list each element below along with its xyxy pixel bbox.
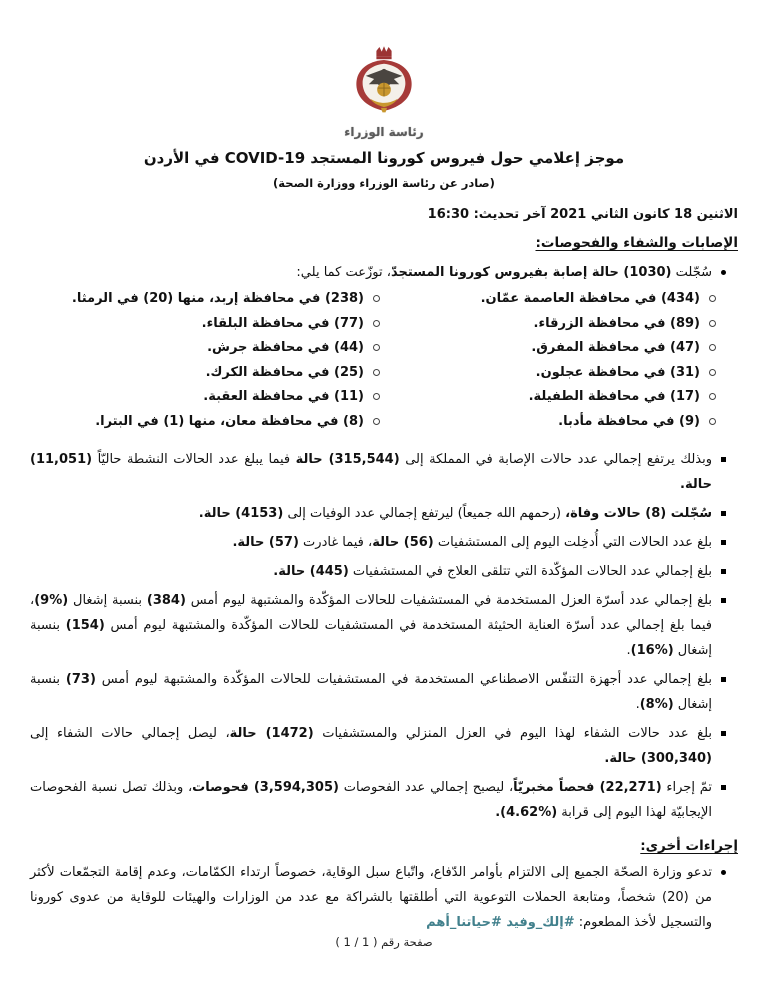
- disc-bullet-icon: [721, 270, 726, 275]
- governorates-list: [30, 287, 738, 434]
- stat-deaths: سُجّلت (8) حالات وفاة، (رحمهم الله جميعاً) ليرتفع إجمالي عدد الوفيات إلى (4153) حالة.: [30, 501, 726, 526]
- list-item: [30, 336, 384, 361]
- circle-bullet-icon: [709, 369, 716, 376]
- stat-tests: تمّ إجراء (22,271) فحصاً مخبريّاً، ليصبح إجمالي عدد الفحوصات (3,594,305) فحوصات، وبذلك تصل نسبة الفحوصات الإيجابيّة لهذا اليوم إلى قرابة (%4.62).: [30, 775, 726, 825]
- circle-bullet-icon: [373, 418, 380, 425]
- stat-isolation-icu-beds: بلغ إجمالي عدد أسرّة العزل المستخدمة في المستشفيات للحالات المؤكّدة والمشتبهة ليوم أمس (384) بنسبة إشغال (%9)، فيما بلغ إجمالي عدد أسرّة العناية الحثيثة المستخدمة في المستشفيات للحالات المؤكّدة والمشتبهة ليوم أمس (154) بنسبة إشغال (%16).: [30, 588, 726, 663]
- other-measures-text: تدعو وزارة الصحّة الجميع إلى الالتزام بأوامر الدّفاع، واتّباع سبل الوقاية، خصوصاً ارتداء الكمّامات، وعدم إقامة التجمّعات لأكثر من (20) شخصاً، ومتابعة الحملات التوعوية التي أطلقتها بالشراكة مع عدد من الوزارات والهيئات للوقاية من عدوى كورونا والتسجيل لأخذ المطعوم: #إلك_وفيد #حياتنا_أهم: [30, 865, 712, 930]
- governorate-madaba: (9) في محافظة مأدبا.: [558, 413, 700, 429]
- square-bullet-icon: [721, 598, 726, 603]
- list-item: [30, 410, 384, 435]
- square-bullet-icon: [721, 457, 726, 462]
- governorate-tafilah: (17) في محافظة الطفيلة.: [528, 389, 700, 404]
- square-bullet-icon: [721, 785, 726, 790]
- list-item: [384, 385, 738, 410]
- statistics-list: [30, 447, 738, 825]
- governorate-mafraq: (47) في محافظة المفرق.: [531, 340, 700, 355]
- governorate-balqa: (77) في محافظة البلقاء.: [201, 315, 364, 331]
- governorate-amman: (434) في محافظة العاصمة عمّان.: [480, 291, 700, 306]
- intro-bullet: [30, 260, 738, 285]
- stat-total-cases: وبذلك يرتفع إجمالي عدد حالات الإصابة في المملكة إلى (315,544) حالة فيما يبلغ عدد الحالات النشطة حاليّاً (11,051) حالة.: [30, 447, 726, 497]
- governorate-zarqa: (89) في محافظة الزرقاء.: [533, 315, 700, 331]
- circle-bullet-icon: [709, 344, 716, 351]
- page-title: موجز إعلامي حول فيروس كورونا المستجد COVID-19 في الأردن: [143, 149, 625, 167]
- square-bullet-icon: [721, 677, 726, 682]
- square-bullet-icon: [721, 540, 726, 545]
- stat-hospitalized-confirmed: بلغ إجمالي عدد الحالات المؤكّدة التي تتلقى العلاج في المستشفيات (445) حالة.: [30, 559, 726, 584]
- governorate-aqaba: (11) في محافظة العقبة.: [203, 389, 364, 404]
- governorate-karak: (25) في محافظة الكرك.: [205, 364, 364, 380]
- governorate-maan: (8) في محافظة معان، منها (1) في البترا.: [95, 413, 364, 429]
- date-line: الاثنين 18 كانون الثاني 2021 آخر تحديث: 16:30: [427, 207, 738, 222]
- list-item: [30, 385, 384, 410]
- circle-bullet-icon: [373, 320, 380, 327]
- governorates-column-left: [30, 287, 384, 434]
- stat-hospital-admissions: بلغ عدد الحالات التي أُدخِلت اليوم إلى المستشفيات (56) حالة، فيما غادرت (57) حالة.: [30, 530, 726, 555]
- logo-block: [30, 44, 738, 139]
- page-number: صفحة رقم ( 1 / 1 ): [335, 935, 433, 949]
- square-bullet-icon: [721, 731, 726, 736]
- governorate-jerash: (44) في محافظة جرش.: [207, 340, 364, 355]
- jordan-coat-of-arms-icon: [338, 44, 430, 120]
- list-item: [30, 287, 384, 312]
- intro-text: سُجّلت (1030) حالة إصابة بفيروس كورونا المستجدّ، توزّعت كما يلي:: [296, 265, 712, 280]
- list-item: [384, 312, 738, 337]
- logo-caption: رئاسة الوزراء: [344, 125, 424, 139]
- list-item: [30, 361, 384, 386]
- circle-bullet-icon: [373, 369, 380, 376]
- other-measures-bullet: [30, 860, 738, 935]
- circle-bullet-icon: [709, 418, 716, 425]
- circle-bullet-icon: [373, 344, 380, 351]
- section-heading-cases: الإصابات والشفاء والفحوصات:: [535, 235, 738, 251]
- governorates-column-right: [384, 287, 738, 434]
- stat-recoveries: بلغ عدد حالات الشفاء لهذا اليوم في العزل المنزلي والمستشفيات (1472) حالة، ليصل إجمالي حالات الشفاء إلى (300,340) حالة.: [30, 721, 726, 771]
- list-item: [384, 336, 738, 361]
- square-bullet-icon: [721, 569, 726, 574]
- list-item: [384, 361, 738, 386]
- list-item: [384, 410, 738, 435]
- circle-bullet-icon: [373, 295, 380, 302]
- circle-bullet-icon: [709, 393, 716, 400]
- list-item: [384, 287, 738, 312]
- governorate-irbid: (238) في محافظة إربد، منها (20) في الرمثا.: [71, 291, 364, 306]
- section-heading-other-measures: إجراءات أخرى:: [640, 838, 738, 854]
- list-item: [30, 312, 384, 337]
- circle-bullet-icon: [709, 320, 716, 327]
- circle-bullet-icon: [709, 295, 716, 302]
- page-subtitle: (صادر عن رئاسة الوزراء ووزارة الصحة): [273, 176, 495, 190]
- governorate-ajloun: (31) في محافظة عجلون.: [535, 364, 700, 380]
- stat-ventilators: بلغ إجمالي عدد أجهزة التنفّس الاصطناعي المستخدمة في المستشفيات للحالات المؤكّدة والمشتبهة ليوم أمس (73) بنسبة إشغال (%8).: [30, 667, 726, 717]
- circle-bullet-icon: [373, 393, 380, 400]
- disc-bullet-icon: [721, 870, 726, 875]
- square-bullet-icon: [721, 511, 726, 516]
